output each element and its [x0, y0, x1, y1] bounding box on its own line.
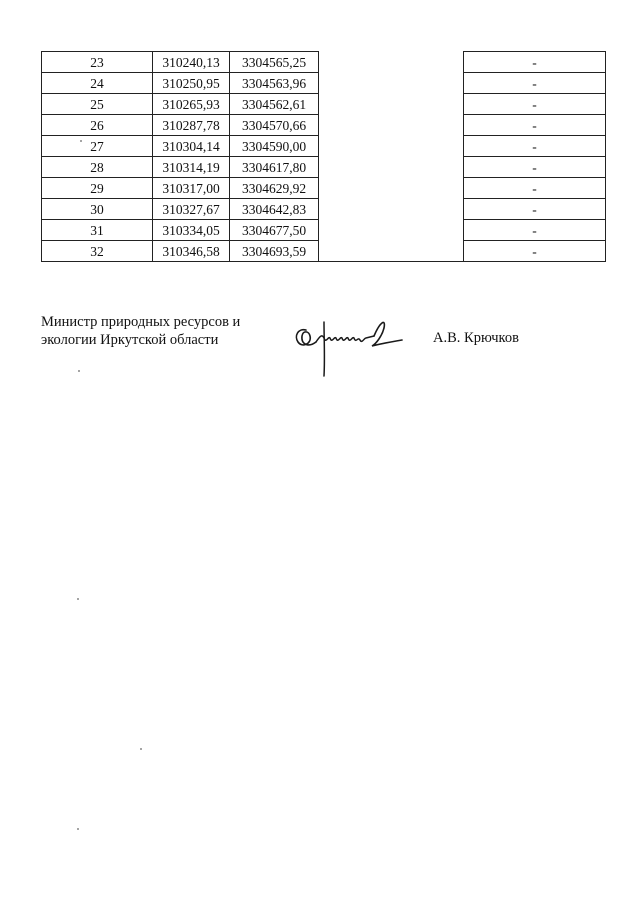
empty-cell: [319, 94, 464, 115]
scan-speck: [77, 828, 79, 830]
signer-name: А.В. Крючков: [433, 330, 519, 346]
table-row: [42, 220, 606, 241]
table-row: [42, 136, 606, 157]
y-coordinate-cell: 3304565,25: [230, 52, 319, 73]
table-row: [42, 157, 606, 178]
y-coordinate-cell: 3304590,00: [230, 136, 319, 157]
empty-cell: [319, 73, 464, 94]
note-cell: -: [464, 157, 606, 178]
x-coordinate-cell: 310287,78: [153, 115, 230, 136]
point-number-cell: 23: [42, 52, 153, 73]
empty-cell: [319, 178, 464, 199]
signer-position-line-1: Министр природных ресурсов и: [41, 314, 241, 330]
empty-cell: [319, 220, 464, 241]
y-coordinate-cell: 3304642,83: [230, 199, 319, 220]
point-number-cell: 24: [42, 73, 153, 94]
point-number-cell: 32: [42, 241, 153, 262]
y-coordinate-cell: 3304629,92: [230, 178, 319, 199]
point-number-cell: 30: [42, 199, 153, 220]
coordinates-table-body: [42, 52, 606, 262]
point-number-cell: 28: [42, 157, 153, 178]
scan-speck: [77, 598, 79, 600]
x-coordinate-cell: 310304,14: [153, 136, 230, 157]
x-coordinate-cell: 310250,95: [153, 73, 230, 94]
point-number-cell: 29: [42, 178, 153, 199]
y-coordinate-cell: 3304677,50: [230, 220, 319, 241]
x-coordinate-cell: 310327,67: [153, 199, 230, 220]
empty-cell: [319, 241, 464, 262]
point-number-cell: 27: [42, 136, 153, 157]
scan-speck: [140, 748, 142, 750]
point-number-cell: 25: [42, 94, 153, 115]
x-coordinate-cell: 310240,13: [153, 52, 230, 73]
table-row: [42, 52, 606, 73]
table-row: [42, 94, 606, 115]
point-number-cell: 31: [42, 220, 153, 241]
x-coordinate-cell: 310317,00: [153, 178, 230, 199]
y-coordinate-cell: 3304617,80: [230, 157, 319, 178]
x-coordinate-cell: 310346,58: [153, 241, 230, 262]
scan-speck: [78, 370, 80, 372]
empty-cell: [319, 199, 464, 220]
empty-cell: [319, 136, 464, 157]
handwritten-signature: [290, 314, 408, 378]
empty-cell: [319, 52, 464, 73]
y-coordinate-cell: 3304563,96: [230, 73, 319, 94]
table-row: [42, 178, 606, 199]
table-row: [42, 115, 606, 136]
table-row: [42, 199, 606, 220]
note-cell: -: [464, 241, 606, 262]
note-cell: -: [464, 94, 606, 115]
x-coordinate-cell: 310314,19: [153, 157, 230, 178]
note-cell: -: [464, 136, 606, 157]
note-cell: -: [464, 52, 606, 73]
coordinates-table: [41, 51, 606, 262]
empty-cell: [319, 157, 464, 178]
y-coordinate-cell: 3304562,61: [230, 94, 319, 115]
x-coordinate-cell: 310334,05: [153, 220, 230, 241]
y-coordinate-cell: 3304693,59: [230, 241, 319, 262]
scan-speck: [80, 140, 82, 142]
note-cell: -: [464, 220, 606, 241]
x-coordinate-cell: 310265,93: [153, 94, 230, 115]
note-cell: -: [464, 73, 606, 94]
empty-cell: [319, 115, 464, 136]
note-cell: -: [464, 199, 606, 220]
point-number-cell: 26: [42, 115, 153, 136]
y-coordinate-cell: 3304570,66: [230, 115, 319, 136]
note-cell: -: [464, 115, 606, 136]
note-cell: -: [464, 178, 606, 199]
table-row: [42, 241, 606, 262]
table-row: [42, 73, 606, 94]
signer-position-line-2: экологии Иркутской области: [41, 332, 219, 348]
